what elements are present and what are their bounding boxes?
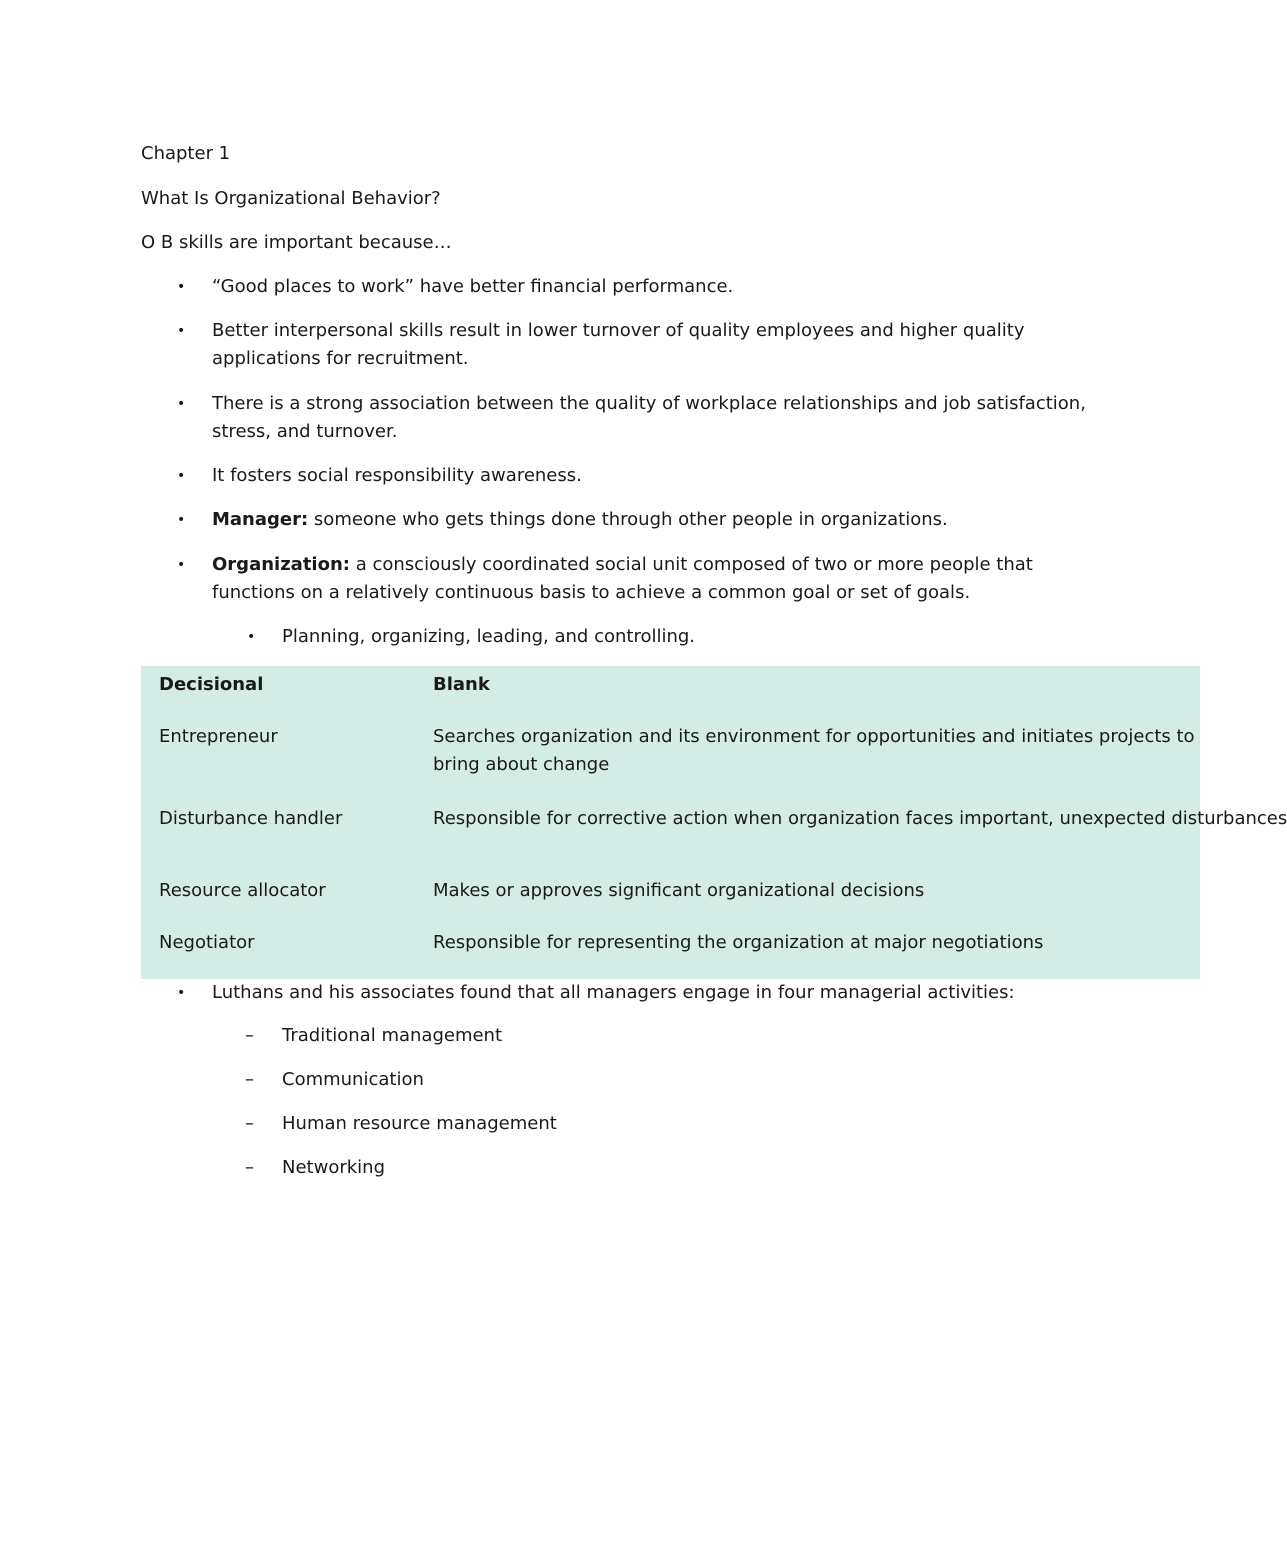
- definition-body: a consciously coordinated social unit composed of two or more people that functions on a relatively continuous basis to achieve a common goal or set of goals.: [212, 554, 1033, 603]
- bullet-icon: •: [177, 985, 186, 1001]
- bullet-icon: •: [177, 468, 186, 484]
- bullet-icon: •: [177, 396, 186, 412]
- table-cell-role: Entrepreneur: [159, 726, 278, 747]
- table-header-decisional: Decisional: [159, 674, 264, 695]
- activity-text: Human resource management: [282, 1113, 557, 1134]
- definition-text: [212, 551, 1092, 607]
- list-item-text: It fosters social responsibility awareness.: [212, 465, 582, 486]
- bullet-icon: •: [247, 629, 256, 645]
- definition-term: Manager:: [212, 509, 309, 530]
- table-header-blank: Blank: [433, 674, 490, 695]
- dash-icon: –: [245, 1113, 254, 1134]
- table-cell-description: Makes or approves significant organizational decisions: [433, 880, 925, 901]
- bullet-icon: •: [177, 557, 186, 573]
- page-title: What Is Organizational Behavior?: [141, 188, 441, 209]
- list-item-text: There is a strong association between the quality of workplace relationships and job satisfaction, stress, and turnover.: [212, 393, 1086, 442]
- bullet-icon: •: [177, 323, 186, 339]
- definition-text: [212, 506, 1092, 534]
- definition-term: Organization:: [212, 554, 350, 575]
- dash-icon: –: [245, 1025, 254, 1046]
- list-item-text: Luthans and his associates found that all managers engage in four managerial activities:: [212, 982, 1015, 1003]
- chapter-label: Chapter 1: [141, 143, 231, 164]
- intro-text: O B skills are important because…: [141, 232, 452, 253]
- list-item-text: Planning, organizing, leading, and controlling.: [282, 626, 696, 647]
- table-cell-description: Responsible for corrective action when organization faces important, unexpected disturbances: [433, 808, 1287, 829]
- definition-body: someone who gets things done through other people in organizations.: [313, 509, 948, 530]
- bullet-icon: •: [177, 512, 186, 528]
- activity-text: Traditional management: [282, 1025, 503, 1046]
- list-item-text: “Good places to work” have better financial performance.: [212, 276, 734, 297]
- dash-icon: –: [245, 1069, 254, 1090]
- activity-text: Networking: [282, 1157, 385, 1178]
- table-cell-description: Responsible for representing the organization at major negotiations: [433, 932, 1044, 953]
- list-item-text: Better interpersonal skills result in lower turnover of quality employees and higher quality applications for recruitment.: [212, 320, 1025, 369]
- bullet-icon: •: [177, 279, 186, 295]
- activity-text: Communication: [282, 1069, 424, 1090]
- decisional-roles-table: [141, 666, 1287, 979]
- table-cell-role: Disturbance handler: [159, 808, 343, 829]
- dash-icon: –: [245, 1157, 254, 1178]
- table-cell-description: Searches organization and its environment for opportunities and initiates projects to bring about change: [433, 726, 1195, 775]
- table-cell-role: Resource allocator: [159, 880, 326, 901]
- table-cell-role: Negotiator: [159, 932, 255, 953]
